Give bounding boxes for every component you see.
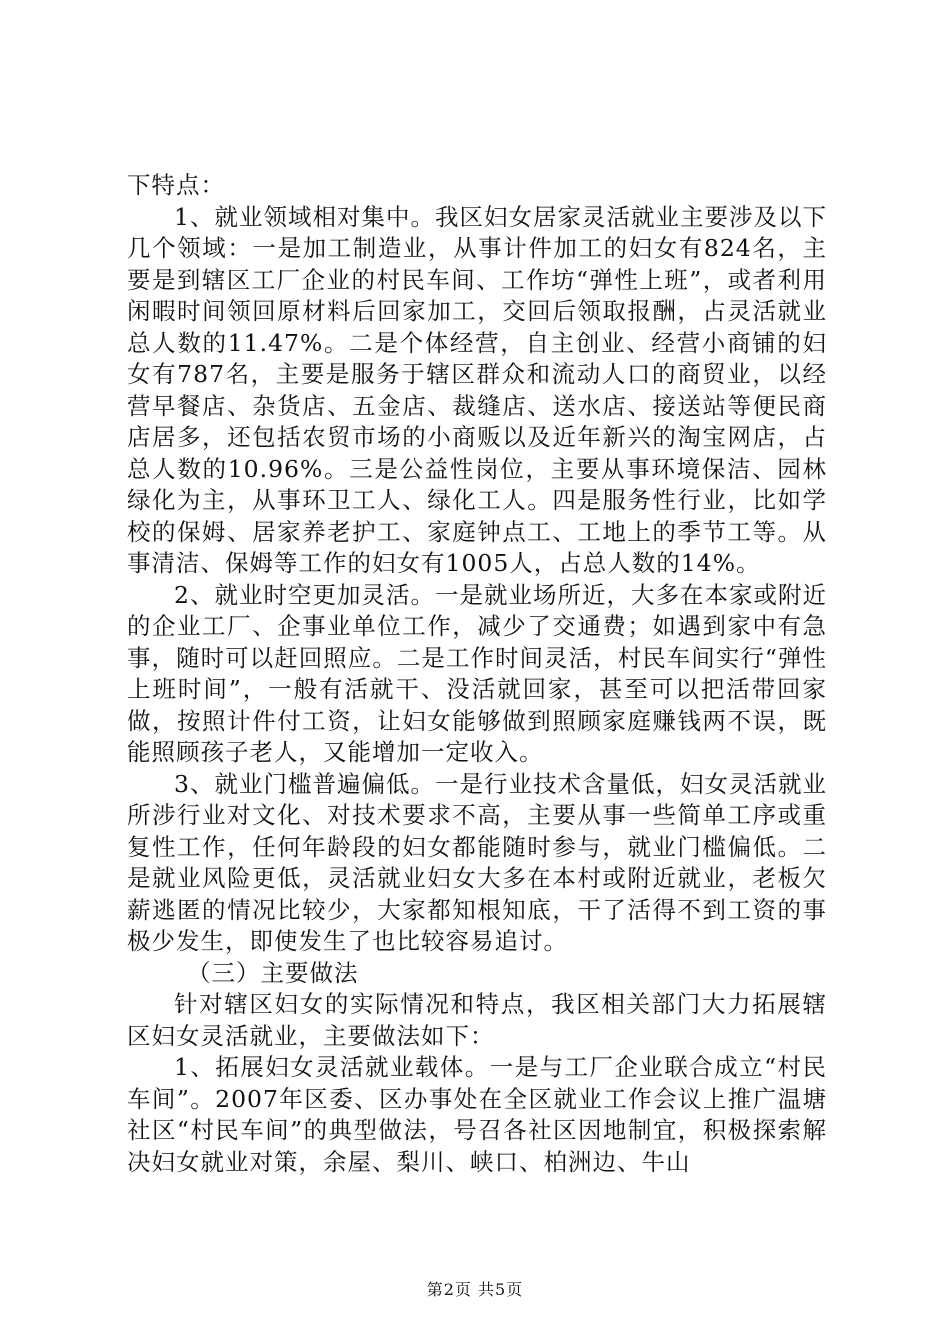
paragraph-practices-intro: 针对辖区妇女的实际情况和特点，我区相关部门大力拓展辖区妇女灵活就业，主要做法如下：: [127, 990, 827, 1050]
paragraph-employment-fields: 1、就业领域相对集中。我区妇女居家灵活就业主要涉及以下几个领域：一是加工制造业，从事计件加工的妇女有824名，主要是到辖区工厂企业的村民车间、工作坊“弹性上班”，或者利用闲暇时间领回原材料后回家加工，交回后领取报酬，占灵活就业总人数的11.47%。二是个体经营，自主创业、经营小商铺的妇女有787名，主要是服务于辖区群众和流动人口的商贸业，以经营早餐店、杂货店、五金店、裁缝店、送水店、接送站等便民商店居多，还包括农贸市场的小商贩以及近年新兴的淘宝网店，占总人数的10.96%。三是公益性岗位，主要从事环境保洁、园林绿化为主，从事环卫工人、绿化工人。四是服务性行业，比如学校的保姆、居家养老护工、家庭钟点工、工地上的季节工等。从事清洁、保姆等工作的妇女有1005人，占总人数的14%。: [127, 202, 827, 577]
document-body: [127, 170, 827, 1178]
section-heading-main-practices: （三）主要做法: [187, 958, 359, 987]
paragraph-expand-carriers: 1、拓展妇女灵活就业载体。一是与工厂企业联合成立“村民车间”。2007年区委、区办事处在全区就业工作会议上推广温塘社区“村民车间”的典型做法，号召各社区因地制宜，积极探索解决妇女就业对策，余屋、梨川、峡口、柏洲边、牛山: [127, 1053, 827, 1176]
page-number-footer: 第2页 共5页: [426, 1280, 524, 1299]
paragraph-flexible-time-space: 2、就业时空更加灵活。一是就业场所近，大多在本家或附近的企业工厂、企事业单位工作，减少了交通费；如遇到家中有急事，随时可以赶回照应。二是工作时间灵活，村民车间实行“弹性上班时间”，一般有活就干、没活就回家，甚至可以把活带回家做，按照计件付工资，让妇女能够做到照顾家庭赚钱两不误，既能照顾孩子老人，又能增加一定收入。: [127, 580, 827, 766]
paragraph-continuation: 下特点：: [127, 171, 225, 199]
paragraph-low-threshold: 3、就业门槛普遍偏低。一是行业技术含量低，妇女灵活就业所涉行业对文化、对技术要求不高，主要从事一些简单工序或重复性工作，任何年龄段的妇女都能随时参与，就业门槛偏低。二是就业风险更低，灵活就业妇女大多在本村或附近就业，老板欠薪逃匿的情况比较少，大家都知根知底，干了活得不到工资的事极少发生，即使发生了也比较容易追讨。: [127, 769, 827, 955]
